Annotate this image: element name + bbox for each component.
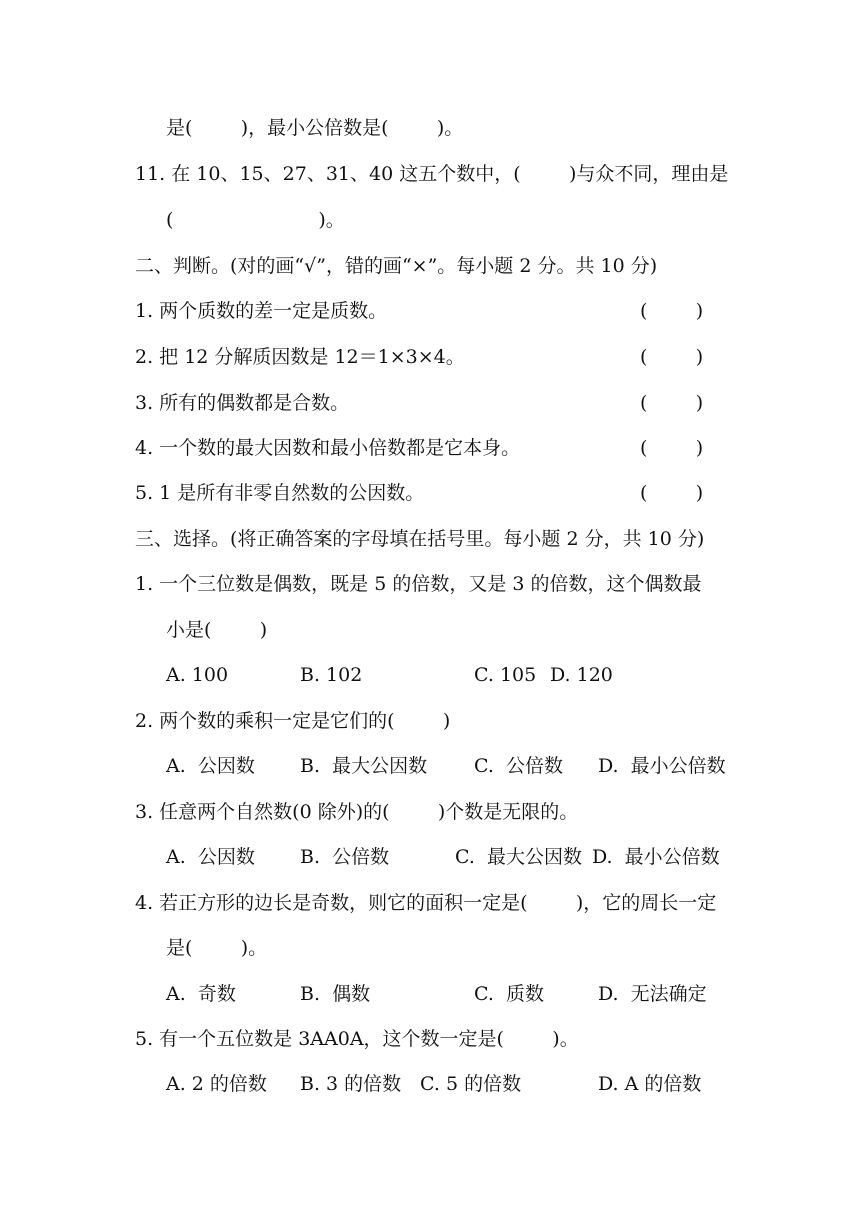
q10-continuation: 是( )，最小公倍数是( )。	[166, 117, 464, 139]
choice-q5-line1: 5. 有一个五位数是 3AA0A，这个数一定是( )。	[135, 1028, 579, 1050]
judge-answer-blank-5: ( )	[640, 482, 704, 504]
judge-section-heading: 二、判断。(对的画“√”，错的画“×”。每小题 2 分。共 10 分)	[135, 255, 658, 277]
judge-item-4: 4. 一个数的最大因数和最小倍数都是它本身。	[135, 437, 521, 459]
choice-q2-line1: 2. 两个数的乘积一定是它们的( )	[135, 710, 451, 732]
choice-q2-option-b: B. 最大公因数	[300, 755, 428, 777]
choice-q4-option-c: C. 质数	[474, 983, 544, 1005]
choice-q1-option-b: B. 102	[300, 664, 363, 686]
choice-q2-option-c: C. 公倍数	[474, 755, 563, 777]
judge-item-5: 5. 1 是所有非零自然数的公因数。	[135, 482, 425, 504]
choice-q5-option-c: C. 5 的倍数	[420, 1073, 522, 1095]
choice-q4-line1: 4. 若正方形的边长是奇数，则它的面积一定是( )，它的周长一定	[135, 892, 717, 914]
choice-q2-option-d: D. 最小公倍数	[598, 755, 726, 777]
choice-q3-option-b: B. 公倍数	[300, 846, 390, 868]
judge-item-3: 3. 所有的偶数都是合数。	[135, 392, 350, 414]
judge-answer-blank-4: ( )	[640, 437, 704, 459]
choice-q3-option-d: D. 最小公倍数	[592, 846, 720, 868]
choice-section-heading: 三、选择。(将正确答案的字母填在括号里。每小题 2 分，共 10 分)	[135, 528, 705, 550]
choice-q4-line2: 是( )。	[166, 937, 268, 959]
choice-q4-option-b: B. 偶数	[300, 983, 371, 1005]
q11-line1: 11. 在 10、15、27、31、40 这五个数中，( )与众不同，理由是	[135, 163, 729, 185]
choice-q3-option-a: A. 公因数	[166, 846, 255, 868]
choice-q1-option-c: C. 105	[474, 664, 537, 686]
choice-q2-option-a: A. 公因数	[166, 755, 255, 777]
q11-line2: ( )。	[166, 209, 345, 231]
choice-q5-option-a: A. 2 的倍数	[166, 1073, 267, 1095]
choice-q3-option-c: C. 最大公因数	[455, 846, 582, 868]
choice-q1-line2: 小是( )	[166, 619, 268, 641]
judge-answer-blank-3: ( )	[640, 392, 704, 414]
choice-q5-option-d: D. A 的倍数	[598, 1073, 702, 1095]
judge-item-2: 2. 把 12 分解质因数是 12＝1×3×4。	[135, 346, 465, 368]
judge-answer-blank-2: ( )	[640, 346, 704, 368]
choice-q5-option-b: B. 3 的倍数	[300, 1073, 402, 1095]
choice-q4-option-d: D. 无法确定	[598, 983, 707, 1005]
choice-q3-line1: 3. 任意两个自然数(0 除外)的( )个数是无限的。	[135, 801, 579, 823]
choice-q1-option-d: D. 120	[550, 664, 613, 686]
choice-q1-option-a: A. 100	[166, 664, 229, 686]
choice-q1-line1: 1. 一个三位数是偶数，既是 5 的倍数，又是 3 的倍数，这个偶数最	[135, 573, 702, 595]
judge-item-1: 1. 两个质数的差一定是质数。	[135, 300, 388, 322]
judge-answer-blank-1: ( )	[640, 300, 704, 322]
choice-q4-option-a: A. 奇数	[166, 983, 236, 1005]
